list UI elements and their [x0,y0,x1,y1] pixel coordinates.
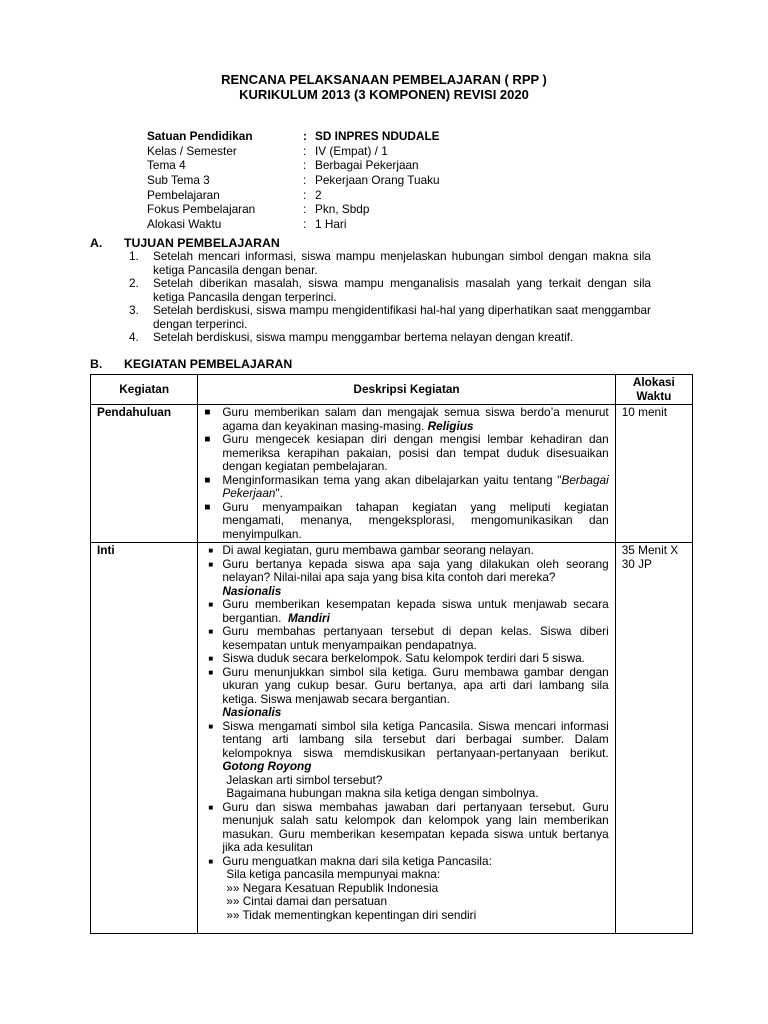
list-item: ■ Guru bertanya kepada siswa apa saja yang dilakukan oleh seorang nelayan? Nilai-nilai apa saja yang bisa kita contoh dari mereka? Nasionalis [204,558,608,599]
list-item: ■ Menginformasikan tema yang akan dibelajarkan yaitu tentang "Berbagai Pekerjaan". [204,472,609,500]
list-item: 3. Setelah berdiskusi, siswa mampu mengidentifikasi hal-hal yang diperhatikan saat menggambar dengan terperinci. [129,303,651,331]
square-bullet-icon: ■ [208,721,214,731]
list-item: 1. Setelah mencari informasi, siswa mampu menjelaskan hubungan simbol dengan makna sila ketiga Pancasila dengan benar. [129,249,651,277]
list-item: ■ Guru dan siswa membahas jawaban dari pertanyaan tersebut. Guru menunjuk salah satu kelompok dan kelompok yang lain memberikan masukan. Guru memberikan kesempatan kepada siswa untuk bertanya jika ada kesulitan [204,801,608,855]
header-alokasi: Alokasi Waktu [615,375,692,405]
row-time: 10 menit [615,405,692,543]
square-bullet-icon: ■ [204,474,211,486]
makna-item: »» Cintai damai dan persatuan [226,894,388,908]
square-bullet-icon: ■ [208,654,214,663]
info-row: Pembelajaran : 2 [147,187,322,202]
table-header-row [91,375,693,405]
list-item: 2. Setelah diberikan masalah, siswa mampu menganalisis masalah yang terkait dengan sila ketiga Pancasila dengan terperinci. [129,276,651,304]
row-name: Inti [91,543,198,934]
identity-block [147,130,440,233]
doc-title-line1: RENCANA PELAKSANAAN PEMBELAJARAN ( RPP ) [221,72,547,87]
objectives-list [129,250,651,345]
header-kegiatan: Kegiatan [91,375,198,405]
list-item: ■ Siswa mengamati simbol sila ketiga Pancasila. Siswa mencari informasi tentang arti lambang sila tersebut dari berbagai sumber. Dalam kelompoknya siswa memdiskusikan pertanyaan-pertanyaan berikut. Gotong Royong [204,720,608,774]
table-row [91,405,693,543]
info-row: Tema 4 : Berbagai Pekerjaan [147,158,419,173]
makna-item: »» Tidak mementingkan kepentingan diri sendiri [226,907,477,922]
activities-table [90,374,693,934]
square-bullet-icon: ■ [208,856,214,866]
list-item: ■ Guru mengecek kesiapan diri dengan mengisi lembar kehadiran dan memeriksa kerapihan pakaian, posisi dan tempat duduk disesuaikan dengan kegiatan pembelajaran. [204,432,609,473]
section-a-heading: A. TUJUAN PEMBELAJARAN [90,236,280,250]
square-bullet-icon: ■ [204,501,211,513]
makna-intro: Sila ketiga pancasila mempunyai makna: [226,867,441,881]
square-bullet-icon: ■ [208,559,214,569]
list-item: ■ Guru menunjukkan simbol sila ketiga. Guru membawa gambar dengan ukuran yang cukup besar. Guru bertanya, apa arti dari lambang sila ketiga. Siswa menjawab secara bergantian. Nasionalis [204,666,608,720]
row-description [198,405,615,543]
list-item: ■ Guru memberikan kesempatan kepada siswa untuk menjawab secara bergantian. Mandiri [204,598,608,625]
list-item: ■ Siswa duduk secara berkelompok. Satu kelompok terdiri dari 5 siswa. [204,652,608,666]
info-row: Satuan Pendidikan : SD INPRES NDUDALE [147,129,440,143]
table-row [91,543,693,934]
list-item: ■ Guru membahas pertanyaan tersebut di depan kelas. Siswa diberi kesempatan untuk menyampaikan pendapatnya. [204,625,608,652]
square-bullet-icon: ■ [208,600,214,609]
square-bullet-icon: ■ [208,546,214,555]
row-description [198,543,615,934]
list-item: ■ Guru menyampaikan tahapan kegiatan yang meliputi kegiatan mengamati, menanya, mengeksplorasi, mengomunikasikan dan menyimpulkan. [204,499,609,541]
info-row: Alokasi Waktu : 1 Hari [147,217,347,232]
list-item: 4. Setelah berdiskusi, siswa mampu menggambar bertema nelayan dengan kreatif. [129,330,574,344]
square-bullet-icon: ■ [204,434,211,445]
info-row: Fokus Pembelajaran : Pkn, Sbdp [147,202,370,217]
makna-item: »» Negara Kesatuan Republik Indonesia [226,880,439,895]
question-2: Bagaimana hubungan makna sila ketiga dengan simbolnya. [226,786,539,800]
section-b-heading: B. KEGIATAN PEMBELAJARAN [90,357,293,371]
question-1: Jelaskan arti simbol tersebut? [226,772,383,787]
square-bullet-icon: ■ [208,802,214,812]
square-bullet-icon: ■ [208,627,214,636]
row-name: Pendahuluan [91,405,198,543]
row-time: 35 Menit X 30 JP [615,543,692,934]
list-item: ■ Di awal kegiatan, guru membawa gambar seorang nelayan. [204,544,608,558]
square-bullet-icon: ■ [204,407,211,418]
info-row: Kelas / Semester : IV (Empat) / 1 [147,143,388,158]
header-deskripsi: Deskripsi Kegiatan [198,375,615,405]
square-bullet-icon: ■ [208,667,214,677]
list-item: ■ Guru memberikan salam dan mengajak semua siswa berdo’a menurut agama dan keyakinan masing-masing. Religius [204,405,609,433]
doc-title-line2: KURIKULUM 2013 (3 KOMPONEN) REVISI 2020 [239,87,529,102]
list-item: ■ Guru menguatkan makna dari sila ketiga Pancasila: [204,855,608,869]
info-row: Sub Tema 3 : Pekerjaan Orang Tuaku [147,173,440,188]
